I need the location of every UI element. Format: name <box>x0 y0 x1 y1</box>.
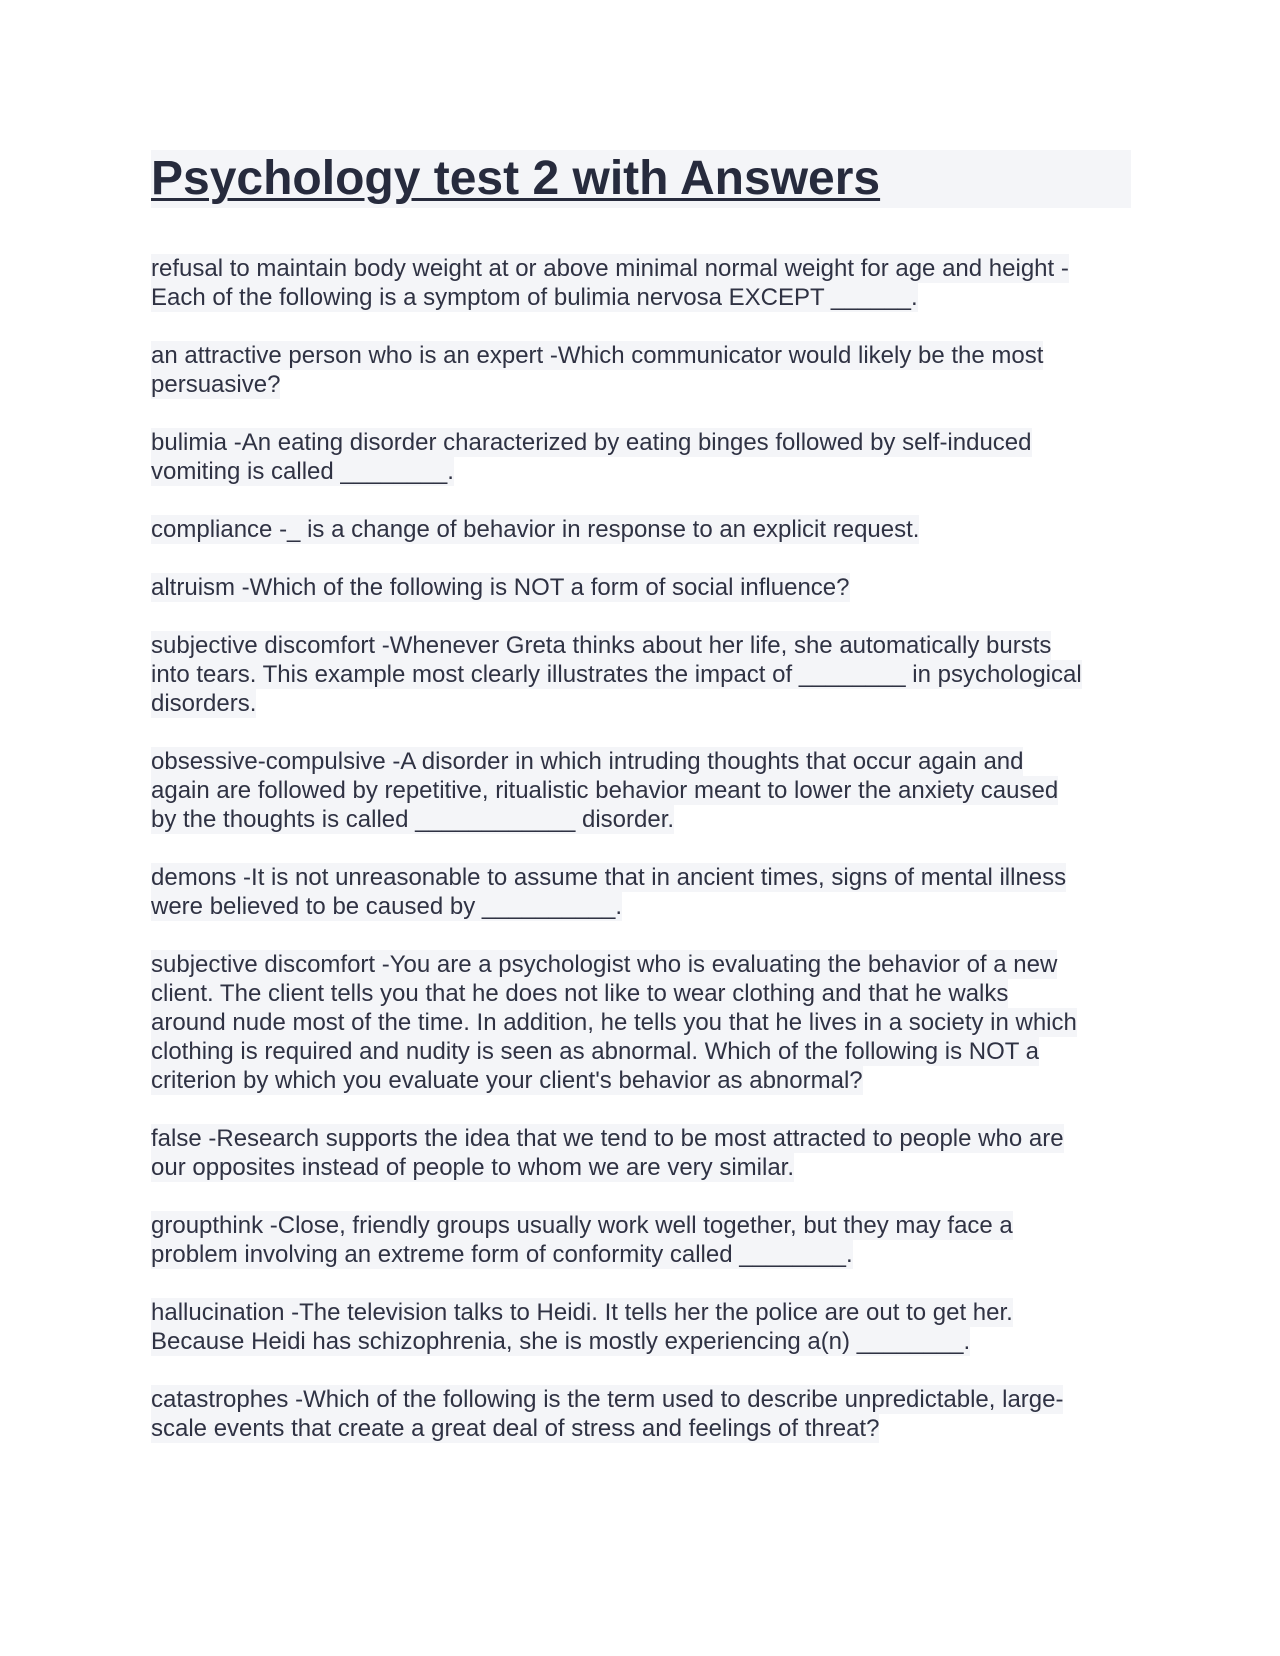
qa-entry <box>151 863 1131 921</box>
qa-line: clothing is required and nudity is seen as abnormal. Which of the following is NOT a <box>151 1038 1040 1065</box>
qa-line: problem involving an extreme form of conformity called ________. <box>151 1241 853 1268</box>
qa-line: altruism -Which of the following is NOT a form of social influence? <box>151 574 850 601</box>
qa-entry <box>151 747 1131 834</box>
qa-line: persuasive? <box>151 371 281 398</box>
qa-line: into tears. This example most clearly illustrates the impact of ________ in psychological <box>151 661 1082 688</box>
qa-line: false -Research supports the idea that we tend to be most attracted to people who are <box>151 1125 1064 1152</box>
qa-line: subjective discomfort -Whenever Greta thinks about her life, she automatically bursts <box>151 632 1052 659</box>
qa-line: were believed to be caused by __________. <box>151 893 623 920</box>
qa-entry <box>151 631 1131 718</box>
qa-line: our opposites instead of people to whom we are very similar. <box>151 1154 794 1181</box>
qa-line: compliance -_ is a change of behavior in response to an explicit request. <box>151 516 920 543</box>
qa-line: an attractive person who is an expert -Which communicator would likely be the most <box>151 342 1044 369</box>
qa-entry <box>151 341 1131 399</box>
qa-line: around nude most of the time. In addition, he tells you that he lives in a society in which <box>151 1009 1077 1036</box>
document-title: Psychology test 2 with Answers <box>151 152 881 205</box>
qa-line: by the thoughts is called ____________ disorder. <box>151 806 675 833</box>
qa-line: vomiting is called ________. <box>151 458 454 485</box>
qa-line: bulimia -An eating disorder characterized by eating binges followed by self-induced <box>151 429 1032 456</box>
qa-line: client. The client tells you that he does not like to wear clothing and that he walks <box>151 980 1009 1007</box>
qa-entry <box>151 515 1131 544</box>
qa-line: demons -It is not unreasonable to assume that in ancient times, signs of mental illness <box>151 864 1067 891</box>
question-answer-list <box>151 254 1131 1443</box>
document-page <box>151 150 1131 1472</box>
qa-entry <box>151 573 1131 602</box>
qa-line: hallucination -The television talks to Heidi. It tells her the police are out to get her. <box>151 1299 1013 1326</box>
qa-entry <box>151 1211 1131 1269</box>
qa-line: groupthink -Close, friendly groups usually work well together, but they may face a <box>151 1212 1013 1239</box>
qa-entry <box>151 1298 1131 1356</box>
qa-line: subjective discomfort -You are a psychologist who is evaluating the behavior of a new <box>151 951 1058 978</box>
qa-line: scale events that create a great deal of stress and feelings of threat? <box>151 1415 880 1442</box>
qa-line: refusal to maintain body weight at or above minimal normal weight for age and height - <box>151 255 1069 282</box>
qa-entry <box>151 1124 1131 1182</box>
qa-entry <box>151 1385 1131 1443</box>
qa-line: obsessive-compulsive -A disorder in which intruding thoughts that occur again and <box>151 748 1024 775</box>
qa-line: Because Heidi has schizophrenia, she is mostly experiencing a(n) ________. <box>151 1328 971 1355</box>
qa-line: catastrophes -Which of the following is the term used to describe unpredictable, large- <box>151 1386 1064 1413</box>
qa-line: criterion by which you evaluate your client's behavior as abnormal? <box>151 1067 863 1094</box>
title-highlight <box>151 150 1131 208</box>
qa-entry <box>151 254 1131 312</box>
qa-entry <box>151 428 1131 486</box>
qa-entry <box>151 950 1131 1095</box>
qa-line: disorders. <box>151 690 257 717</box>
qa-line: Each of the following is a symptom of bulimia nervosa EXCEPT ______. <box>151 284 918 311</box>
qa-line: again are followed by repetitive, ritualistic behavior meant to lower the anxiety caused <box>151 777 1059 804</box>
